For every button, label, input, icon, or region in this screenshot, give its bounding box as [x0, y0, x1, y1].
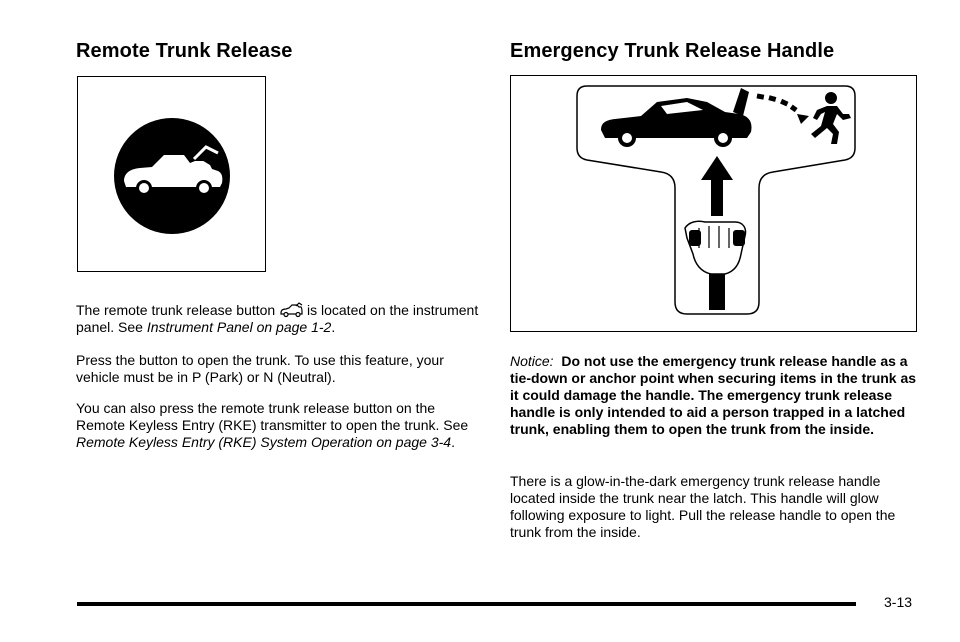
- cross-reference-instrument-panel[interactable]: Instrument Panel on page 1-2: [146, 319, 332, 335]
- right-column: [510, 40, 920, 63]
- remote-trunk-release-symbol-icon: [78, 77, 264, 270]
- paragraph-press-button: Press the button to open the trunk. To use this feature, your vehicle must be in P (Park) or N (Neutral).: [76, 352, 444, 385]
- section-heading-emergency-trunk-release: Emergency Trunk Release Handle: [510, 40, 835, 62]
- left-column: [76, 40, 486, 63]
- cross-reference-rke-system[interactable]: Remote Keyless Entry (RKE) System Operation on page 3-4: [76, 434, 452, 450]
- page-number: 3-13: [884, 594, 913, 610]
- paragraph-glow-handle: There is a glow-in-the-dark emergency trunk release handle located inside the trunk near the latch. This handle will glow following exposure to light. Pull the release handle to open the trunk from the inside.: [510, 473, 896, 540]
- paragraph-rke-transmitter: [76, 400, 486, 451]
- text-segment: is located on the instrument panel. See: [76, 302, 479, 335]
- notice-text: Do not use the emergency trunk release handle as a tie-down or anchor point when securing items in the trunk as it could damage the handle. The emergency trunk release handle is only intended to aid a person trapped in a latched trunk, enabling them to open the trunk from the inside.: [510, 353, 917, 437]
- emergency-trunk-release-figure: [510, 75, 917, 332]
- emergency-trunk-release-illustration-icon: [511, 76, 915, 330]
- text-segment: .: [451, 434, 455, 450]
- notice-label: Notice:: [510, 353, 554, 369]
- text-segment: The remote trunk release button: [76, 302, 280, 318]
- section-heading-remote-trunk-release: Remote Trunk Release: [76, 40, 293, 62]
- footer-rule: [77, 602, 856, 606]
- trunk-release-icon: [279, 302, 303, 318]
- notice-paragraph: [510, 353, 920, 438]
- paragraph-remote-button: [76, 302, 486, 336]
- text-segment: You can also press the remote trunk release button on the Remote Keyless Entry (RKE) transmitter to open the trunk. See: [76, 400, 469, 433]
- text-segment: .: [331, 319, 336, 335]
- remote-trunk-release-figure: [77, 76, 266, 272]
